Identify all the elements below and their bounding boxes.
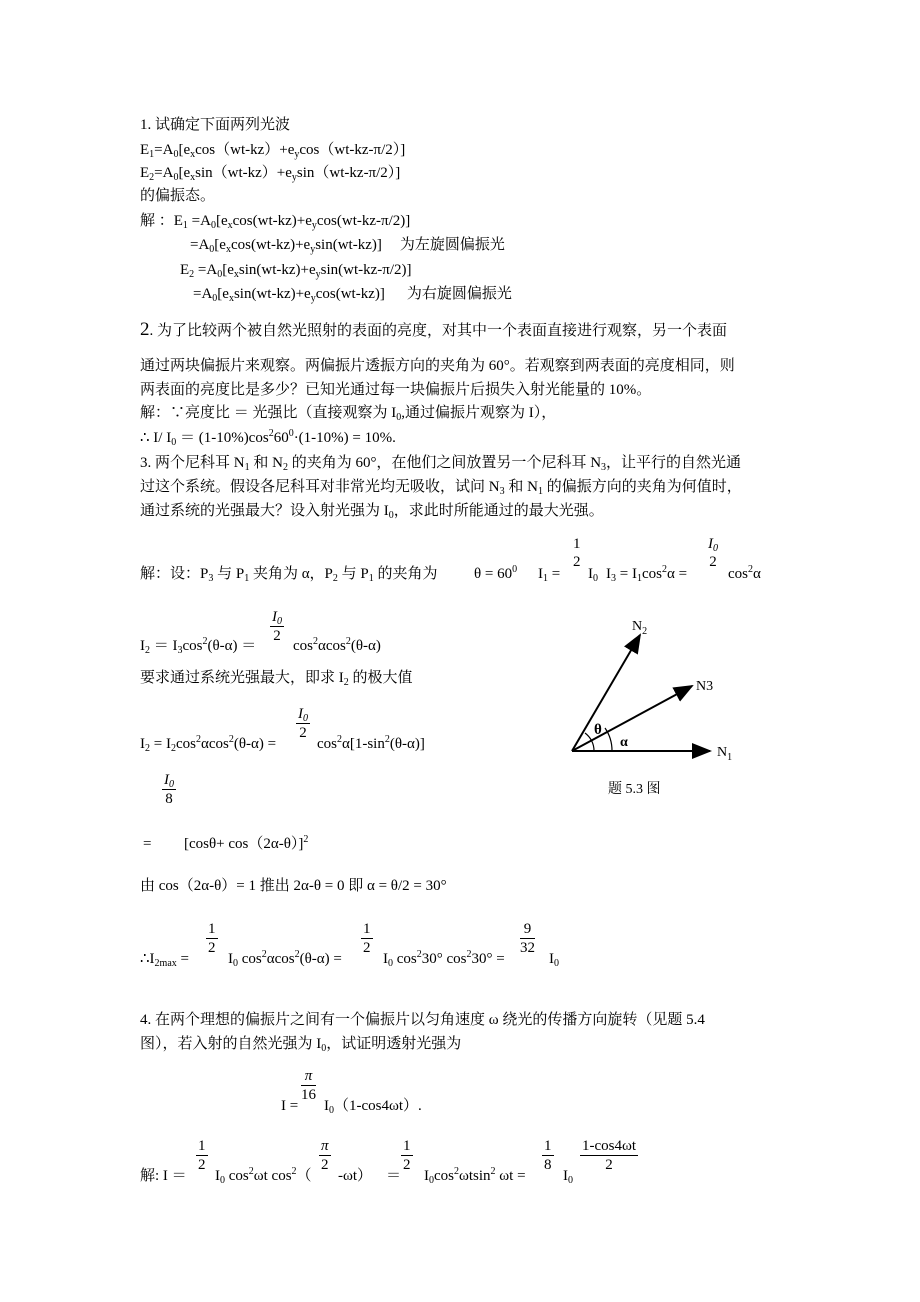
problem-3-line-2: 过这个系统。假设各尼科耳对非常光均无吸收，试问 $N_3$ 和 $N_1$ 的偏振方向的夹角为何值时， — [140, 479, 742, 497]
label-alpha: α — [620, 735, 628, 750]
problem-3-max-expr-1: $I_0$ $\cos^2\alpha\cos^2(\theta-\alpha)$ = — [228, 949, 342, 969]
label-theta: θ — [594, 722, 602, 738]
figure-5-3 — [560, 608, 760, 798]
problem-4-sol-part-3: $I_0\cos^2\omega tsin^2$ ωt = — [424, 1166, 526, 1186]
problem-1-question: 的偏振态。 — [140, 188, 216, 204]
fraction-pi-2: π 2 — [321, 1138, 329, 1173]
fraction-i0-eighth: $I_0$ 8 — [164, 772, 174, 807]
problem-4-sol-part-1: $I_0$ $\cos^2\omega t$ $\cos^2$（ — [215, 1166, 312, 1186]
problem-3-theta-value: $\theta = 60^0$ — [474, 564, 518, 582]
problem-4-line-2: 图），若入射的自然光强为 $I_0$，试证明透射光强为 — [140, 1036, 462, 1054]
problem-1-e1: $E_1=A_0[e_x\cos(wt-kz)+e_y\cos(wt-kz-\pi/2)]$ — [140, 142, 406, 160]
problem-3-i3-expr: $I_0$ $I_3 = I_1\cos^2\alpha$ = — [588, 564, 688, 584]
problem-4-line-1: 4. 在两个理想的偏振片之间有一个偏振片以匀角速度 ω 绕光的传播方向旋转（见题 5.4 — [140, 1012, 705, 1028]
problem-1-solution-1: 解 ：$E_1 =A_0[e_x\cos(wt-kz)+e_y\cos(wt-kz-\pi/2)]$ — [140, 213, 411, 231]
fraction-i0-half-c: $I_0$ 2 — [298, 706, 308, 741]
fraction-half-p4-b: 1 2 — [403, 1138, 411, 1173]
problem-3-deduce: 由 cos（2α-θ）= 1 推出 2α-θ = 0 即 α = θ/2 = 30° — [140, 878, 447, 894]
fraction-one-minus-cos: 1-cos4ωt 2 — [582, 1138, 637, 1173]
problem-3-i2-expr: $I_2 = I_3\cos^2(\theta-\alpha)$ ＝ — [140, 636, 257, 656]
problem-3-line-1: 3. 两个尼科耳 $N_1$ 和 $N_2$ 的夹角为 60°，在他们之间放置另一个尼科耳 $N_3$，让平行的自然光通 — [140, 455, 742, 473]
problem-3-i2-expand: $I_2 = I_2\cos^2\alpha\cos^2(\theta-\alpha)$ = — [140, 734, 277, 754]
problem-4-sol-start: 解: I ＝ — [140, 1168, 187, 1184]
fraction-half-max-b: 1 2 — [363, 921, 371, 956]
problem-3-max-i0: $I_0$ — [549, 951, 559, 969]
problem-3-max: $\therefore I_{2max}$ = — [140, 951, 189, 969]
problem-2-line-1: 2. 为了比较两个被自然光照射的表面的亮度，对其中一个表面直接进行观察，另一个表面 — [140, 319, 728, 340]
problem-4-sol-part-2: -ωt） ＝ — [338, 1168, 402, 1184]
problem-2-line-2: 通过两块偏振片来观察。两偏振片透振方向的夹角为 60°。若观察到两表面的亮度相同，则 — [140, 358, 735, 374]
problem-2-solution-1: 解：∵亮度比 ＝ 光强比（直接观察为 $I_0$,通过偏振片观察为 I）， — [140, 405, 557, 423]
problem-3-square-expr: $[\cos\theta+ \cos(2\alpha-\theta)]^2$ — [184, 834, 309, 852]
problem-3-line-3: 通过系统的光强最大？设入射光强为 $I_0$，求此时所能通过的最大光强。 — [140, 503, 604, 521]
fraction-one-eighth: 1 8 — [544, 1138, 552, 1173]
problem-1-solution-2: $=A_0[e_x\cos(wt-kz)+e_y\sin(wt-kz)]$ 为左旋圆偏振光 — [190, 237, 505, 255]
figure-caption: 题 5.3 图 — [608, 782, 661, 797]
problem-4-target-right: $I_0(1-\cos 4\omega t)$. — [324, 1098, 422, 1116]
problem-2-line-3: 两表面的亮度比是多少？已知光通过每一块偏振片后损失入射光能量的 10%。 — [140, 382, 652, 398]
problem-3-solution-setup: 解：设：$P_3$ 与 $P_1$ 夹角为 α，$P_2$ 与 $P_1$ 的夹角为 — [140, 566, 438, 584]
label-n2: $N_2$ — [632, 619, 648, 637]
problem-3-i2-expr-rest: $\cos^2\alpha\cos^2(\theta-\alpha)$ — [293, 636, 381, 654]
fraction-i0-half-a: $I_0$ 2 — [708, 536, 718, 570]
problem-3-requirement: 要求通过系统光强最大，即求 $I_2$ 的极大值 — [140, 670, 413, 688]
fraction-i0-half-b: $I_0$ 2 — [272, 609, 282, 644]
problem-1-title: 1. 试确定下面两列光波 — [140, 117, 291, 133]
label-n1: $N_1$ — [717, 745, 733, 763]
problem-3-i1-label: $I_1$ = — [538, 566, 561, 584]
problem-4-target-left: I = — [281, 1098, 299, 1114]
problem-1-solution-4: $=A_0[e_x\sin(wt-kz)+e_y\cos(wt-kz)]$ 为右旋圆偏振光 — [193, 286, 512, 304]
label-n3: N3 — [696, 679, 714, 694]
problem-3-cos-alpha: $\cos^2\alpha$ — [728, 564, 761, 582]
fraction-half-max-a: 1 2 — [208, 921, 216, 956]
problem-3-i2-expand-rest: $\cos^2\alpha[1-\sin^2(\theta-\alpha)]$ — [317, 734, 425, 752]
fraction-pi-16: π 16 — [301, 1068, 316, 1103]
problem-3-max-expr-2: $I_0$ $\cos^230^\circ$ $\cos^230^\circ$ = — [383, 949, 505, 969]
problem-4-sol-i0: $I_0$ — [563, 1168, 573, 1186]
problem-3-equals: = — [143, 836, 152, 852]
problem-1-solution-3: $E_2 =A_0[e_x\sin(wt-kz)+e_y\sin(wt-kz-\pi/2)]$ — [180, 262, 412, 280]
fraction-half-p4-a: 1 2 — [198, 1138, 206, 1173]
problem-2-solution-2: ∴ I/ $I_0 = (1-10\%)\cos^260^0\cdot(1-10\%) = 10\%$. — [140, 428, 396, 448]
problem-1-e2: $E_2=A_0[e_x\sin(wt-kz)+e_y\sin(wt-kz-\pi/2)]$ — [140, 165, 401, 183]
fraction-nine-32: 9 32 — [520, 921, 535, 956]
fraction-one-half: 1 2 — [573, 536, 581, 570]
